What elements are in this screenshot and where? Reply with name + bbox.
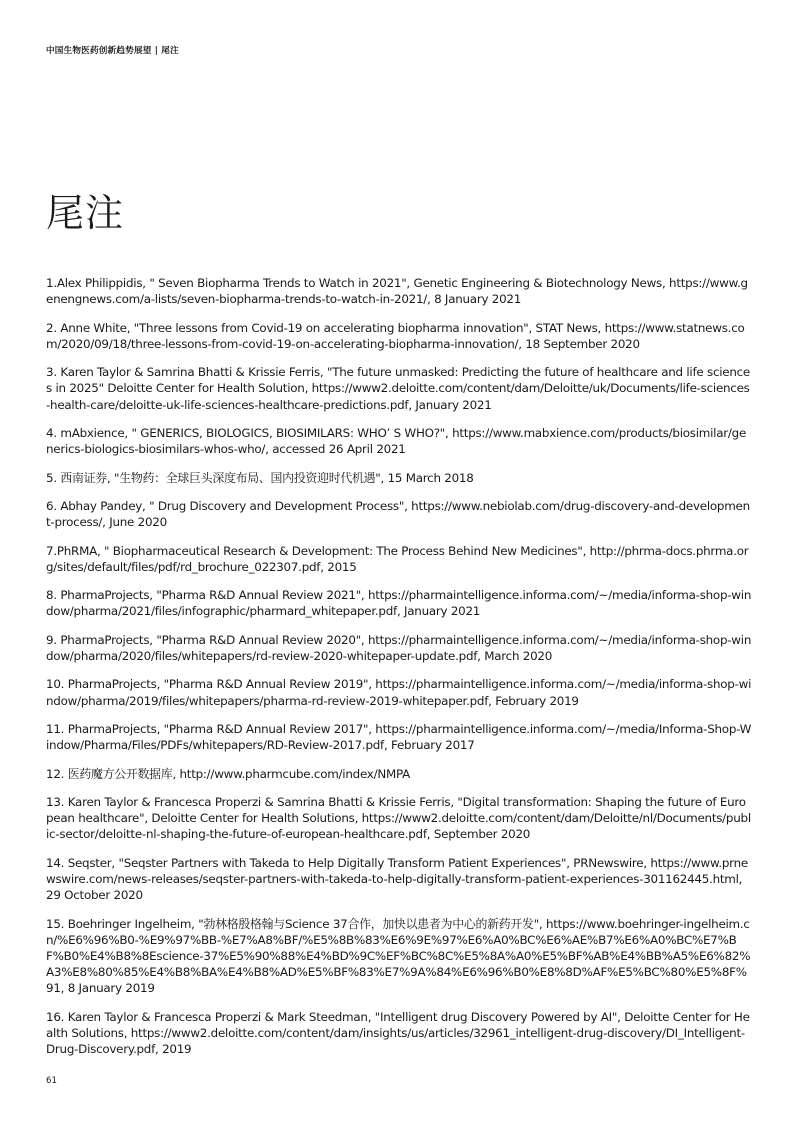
endnotes-list <box>46 275 752 1070</box>
endnote-16: 16. Karen Taylor & Francesca Properzi & Mark Steedman, "Intelligent drug Discovery Powered by AI", Deloitte Center for Health Solutions, https://www2.deloitte.com/content/dam/insights/us/articles/32961_intelligent-drug-discovery/DI_Intelligent-Drug-Discovery.pdf, 2019 <box>46 1009 750 1057</box>
endnote-6: 6. Abhay Pandey, " Drug Discovery and Development Process", https://www.nebiolab.com/drug-discovery-and-development-process/, June 2020 <box>46 498 750 530</box>
endnote-9: 9. PharmaProjects, "Pharma R&D Annual Review 2020", https://pharmaintelligence.informa.com/~/media/informa-shop-window/pharma/2020/files/whitepapers/rd-review-2020-whitepaper-update.pdf, March 2020 <box>46 632 752 663</box>
page-title: 尾注 <box>46 191 125 236</box>
endnote-1: 1.Alex Philippidis, " Seven Biopharma Trends to Watch in 2021", Genetic Engineering & Biotechnology News, https://www.genengnews.com/a-lists/seven-biopharma-trends-to-watch-in-2021/, 8 January 2021 <box>46 276 748 307</box>
endnote-11: 11. PharmaProjects, "Pharma R&D Annual Review 2017", https://pharmaintelligence.informa.com/~/media/Informa-Shop-Window/Pharma/Files/PDFs/whitepapers/RD-Review-2017.pdf, February 2017 <box>46 721 752 753</box>
endnote-5: 5. 西南证券, "生物药：全球巨头深度布局、国内投资迎时代机遇", 15 March 2018 <box>46 470 474 485</box>
endnote-3: 3. Karen Taylor & Samrina Bhatti & Krissie Ferris, "The future unmasked: Predicting the future of healthcare and life sciences in 2025" Deloitte Center for Health Solution, https://www2.deloitte.com/content/dam/Deloitte/uk/Documents/life-sciences-health-care/deloitte-uk-life-sciences-healthcare-predictions.pdf, January 2021 <box>46 365 751 412</box>
endnote-13: 13. Karen Taylor & Francesca Properzi & Samrina Bhatti & Krissie Ferris, "Digital transformation: Shaping the future of European healthcare", Deloitte Center for Health Solutions, https://www2.deloitte.com/content/dam/Deloitte/nl/Documents/public-sector/deloitte-nl-shaping-the-future-of-european-healthcare.pdf, September 2020 <box>46 794 751 842</box>
endnote-10: 10. PharmaProjects, "Pharma R&D Annual Review 2019", https://pharmaintelligence.informa.com/~/media/informa-shop-window/pharma/2019/files/whitepapers/pharma-rd-review-2019-whitepaper.pdf, February 2019 <box>46 677 752 708</box>
endnote-12: 12. 医药魔方公开数据库, http://www.pharmcube.com/index/NMPA <box>46 766 411 781</box>
endnote-14: 14. Seqster, "Seqster Partners with Takeda to Help Digitally Transform Patient Experiences", PRNewswire, https://www.prnewswire.com/news-releases/seqster-partners-with-takeda-to-help-digitally-transform-patient-experiences-301162445.html, 29 October 2020 <box>46 855 748 903</box>
endnote-7: 7.PhRMA, " Biopharmaceutical Research & Development: The Process Behind New Medicines", http://phrma-docs.phrma.org/sites/default/files/pdf/rd_brochure_022307.pdf, 2015 <box>46 543 749 574</box>
endnote-15: 15. Boehringer Ingelheim, "勃林格殷格翰与Science 37合作，加快以患者为中心的新药开发", https://www.boehringer-ingelheim.cn/%E6%96%B0-%E9%97%BB-%E7%A8%BF/%E5%8B%83%E6%9E%97%E6%A0%BC%E6%AE%B7%E6%A0%BC%E7%BF%B0%E4%B8%8Escience-37%E5%90%88%E4%BD%9C%EF%BC%8C%E5%8A%A0%E5%BF%AB%E4%BB%A5%E6%82%A3%E8%80%85%E4%B8%BA%E4%B8%AD%E5%BF%83%E7%9A%84%E6%96%B0%E8%8D%AF%E5%BC%80%E5%8F%91, 8 January 2019 <box>46 916 751 996</box>
running-header: 中国生物医药创新趋势展望 | 尾注 <box>46 46 179 56</box>
page-number: 61 <box>46 1076 57 1086</box>
endnote-8: 8. PharmaProjects, "Pharma R&D Annual Review 2021", https://pharmaintelligence.informa.com/~/media/informa-shop-window/pharma/2021/files/infographic/pharmard_whitepaper.pdf, January 2021 <box>46 588 752 619</box>
endnote-4: 4. mAbxience, " GENERICS, BIOLOGICS, BIOSIMILARS: WHO’ S WHO?", https://www.mabxience.com/products/biosimilar/generics-biologics-biosimilars-whos-who/, accessed 26 April 2021 <box>46 425 747 457</box>
endnote-2: 2. Anne White, "Three lessons from Covid-19 on accelerating biopharma innovation", STAT News, https://www.statnews.com/2020/09/18/three-lessons-from-covid-19-on-accelerating-biopharma-innovation/, 18 September 2020 <box>46 320 745 351</box>
